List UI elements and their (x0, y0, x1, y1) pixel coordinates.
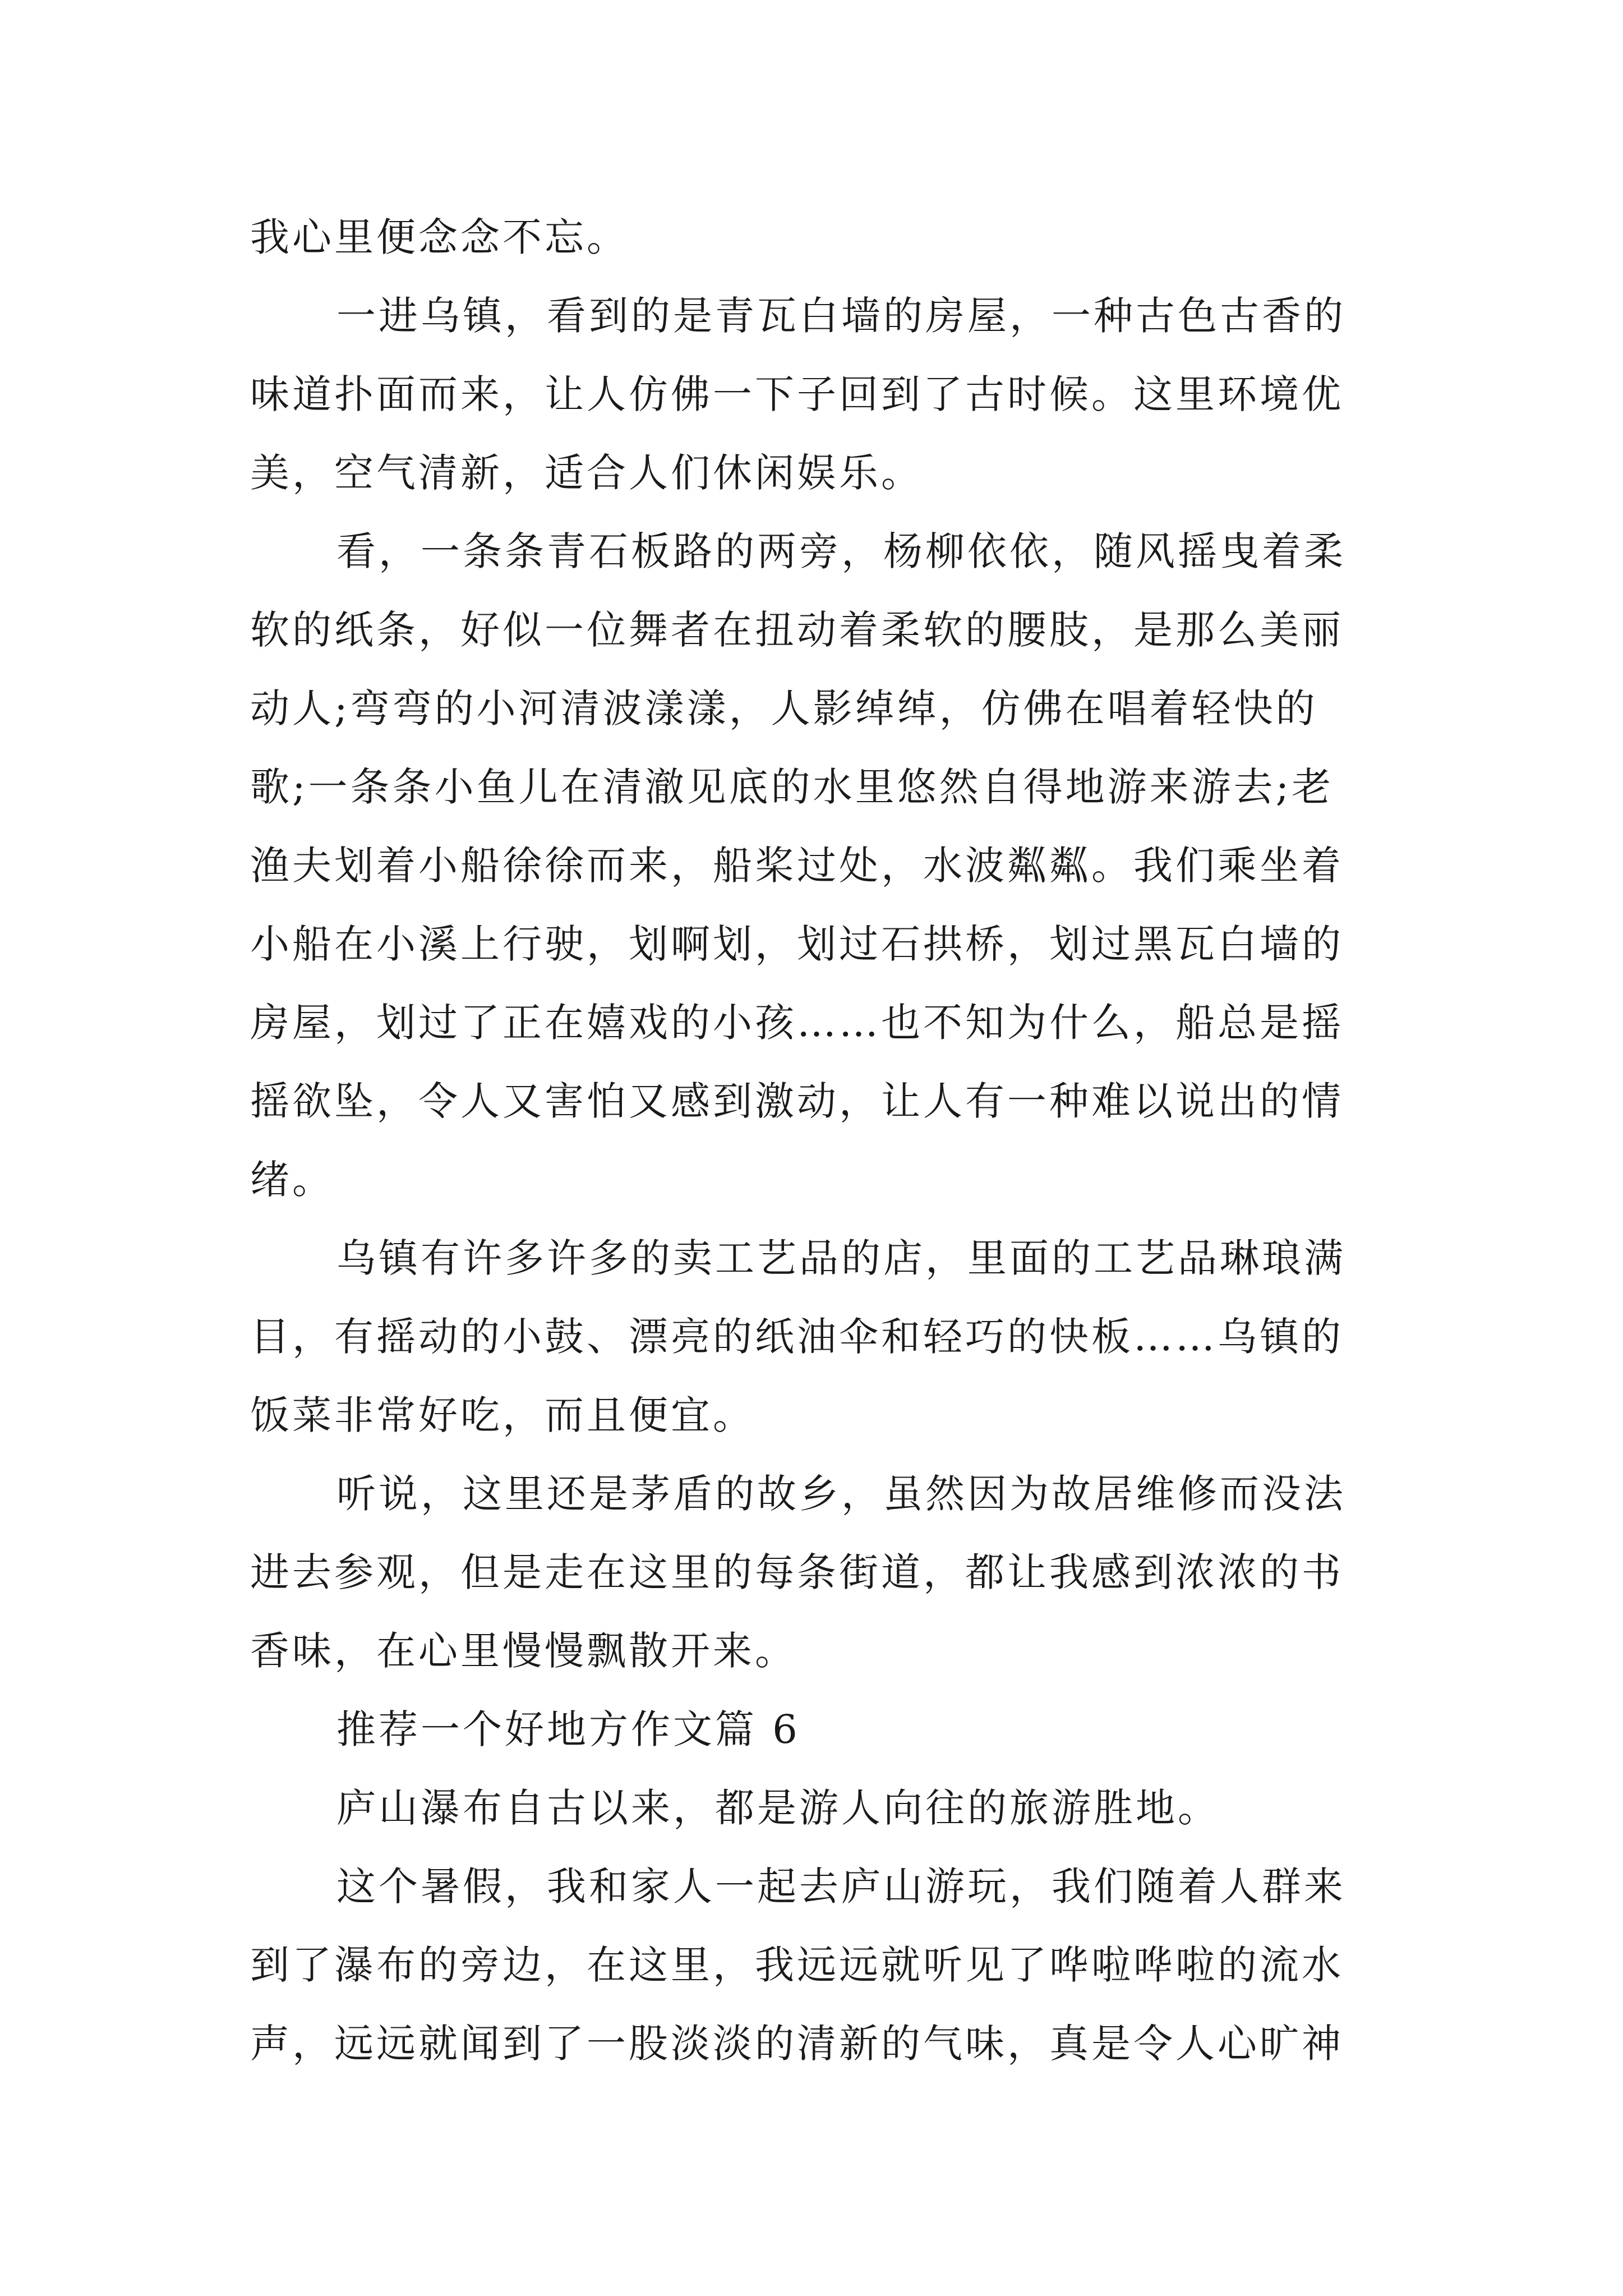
text-line-16: 饭菜非常好吃，而且便宜。 (250, 1392, 755, 1438)
text-line-17: 听说，这里还是茅盾的故乡，虽然因为故居维修而没法 (336, 1471, 1346, 1517)
text-line-6: 软的纸条，好似一位舞者在扭动着柔软的腰肢，是那么美丽 (250, 607, 1344, 653)
text-line-22: 这个暑假，我和家人一起去庐山游玩，我们随着人群来 (336, 1864, 1346, 1910)
text-line-13: 绪。 (250, 1157, 334, 1203)
text-line-3: 味道扑面而来，让人仿佛一下子回到了古时候。这里环境优 (250, 371, 1344, 417)
text-line-8: 歌;一条条小鱼儿在清澈见底的水里悠然自得地游来游去;老 (250, 764, 1334, 810)
text-line-15: 目，有摇动的小鼓、漂亮的纸油伞和轻巧的快板……乌镇的 (250, 1314, 1344, 1360)
text-line-14: 乌镇有许多许多的卖工艺品的店，里面的工艺品琳琅满 (336, 1235, 1346, 1281)
text-line-2: 一进乌镇，看到的是青瓦白墙的房屋，一种古色古香的 (336, 293, 1346, 339)
text-line-9: 渔夫划着小船徐徐而来，船桨过处，水波粼粼。我们乘坐着 (250, 843, 1344, 889)
text-line-5: 看，一条条青石板路的两旁，杨柳依依，随风摇曳着柔 (336, 528, 1346, 574)
text-line-18: 进去参观，但是走在这里的每条街道，都让我感到浓浓的书 (250, 1549, 1344, 1595)
text-line-10: 小船在小溪上行驶，划啊划，划过石拱桥，划过黑瓦白墙的 (250, 921, 1344, 967)
text-line-4: 美，空气清新，适合人们休闲娱乐。 (250, 450, 923, 496)
text-line-1: 我心里便念念不忘。 (250, 214, 629, 260)
text-line-21: 庐山瀑布自古以来，都是游人向往的旅游胜地。 (336, 1785, 1220, 1831)
text-line-24: 声，远远就闻到了一股淡淡的清新的气味，真是令人心旷神 (250, 2021, 1344, 2067)
section-heading: 推荐一个好地方作文篇 6 (336, 1706, 800, 1752)
text-line-12: 摇欲坠，令人又害怕又感到激动，让人有一种难以说出的情 (250, 1078, 1344, 1124)
text-line-23: 到了瀑布的旁边，在这里，我远远就听见了哗啦哗啦的流水 (250, 1942, 1344, 1988)
text-line-7: 动人;弯弯的小河清波漾漾，人影绰绰，仿佛在唱着轻快的 (250, 685, 1318, 731)
text-line-11: 房屋，划过了正在嬉戏的小孩……也不知为什么，船总是摇 (250, 1000, 1344, 1046)
text-line-19: 香味，在心里慢慢飘散开来。 (250, 1628, 797, 1674)
